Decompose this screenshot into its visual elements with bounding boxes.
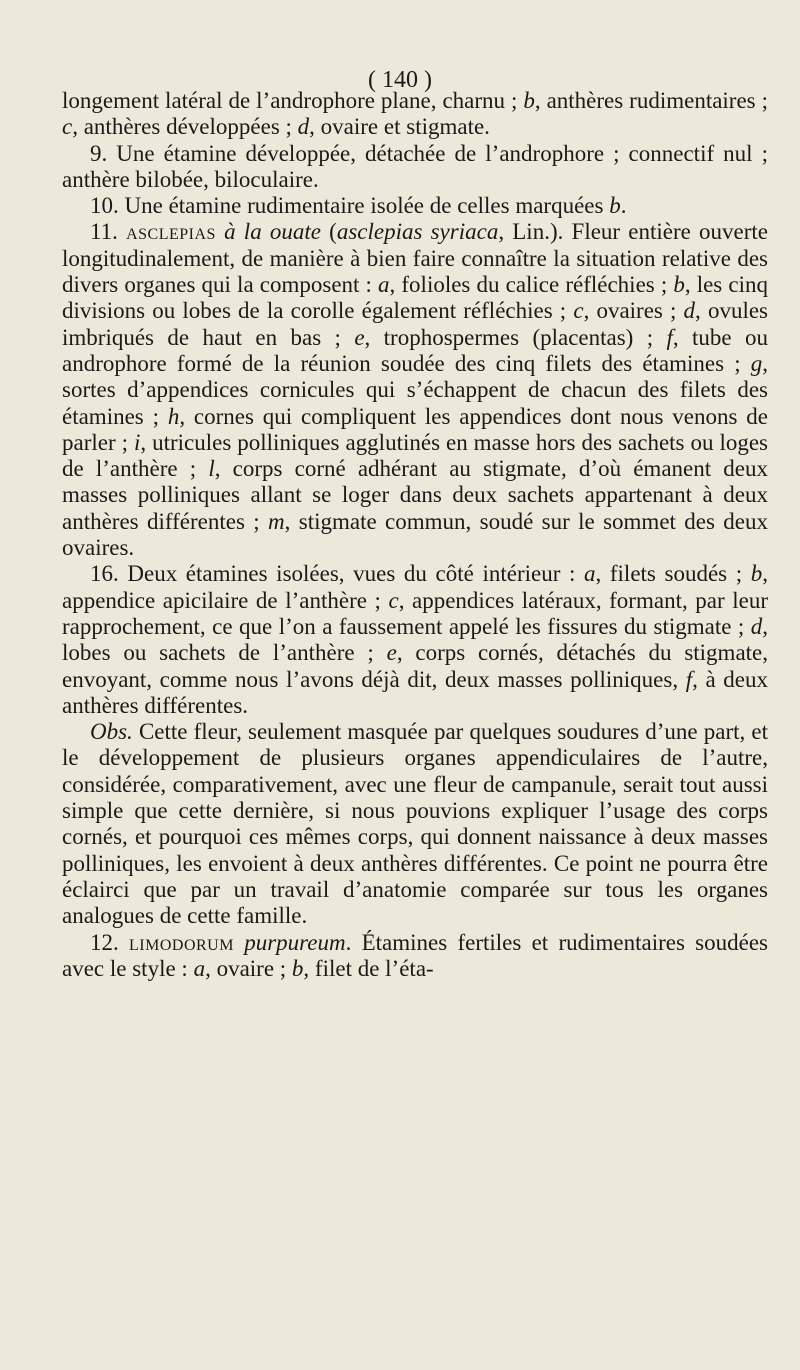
text-run: , trophospermes (placentas) ; [364,324,667,350]
text-run: , Lin.). Fleur entière ouverte longitudinalement, de manière à bien faire connaître la situation relative des divers organes qui la composent : [62,219,768,298]
text-run: c [388,587,399,613]
text-run: e [354,324,365,350]
text-run: c [573,298,584,324]
paragraph-p3 [62,193,768,219]
text-run: h [167,403,180,429]
text-run: i [133,429,141,455]
text-run: Cette fleur, seulement masquée par quelques soudures d’une part, et le développement de plusieurs organes appendiculaires de l’autre, considérée, comparativement, avec une fleur de campanule, serait tout aussi simple que cette dernière, si nous pouvions expliquer l’usage des corps cornés, et pourquoi ces mêmes corps, qui donnent naissance à deux masses polliniques, les envoient à deux anthères différentes. Ce point ne pourra être éclairci que par un travail d’anatomie comparée sur tous les organes analogues de cette famille. [62,719,768,929]
text-run: ( [320,219,337,245]
text-run: d [750,613,763,639]
text-run: 10. Une étamine rudimentaire isolée de celles marquées [90,193,610,219]
paragraph-p5 [62,561,768,719]
text-run: asclepias syriaca [336,219,499,245]
paragraph-p4 [62,219,768,561]
text-run: 9. Une étamine développée, détachée de l’androphore ; connectif nul ; anthère bilobée, biloculaire. [62,140,768,192]
text-run: longement latéral de l’androphore plane, charnu ; [62,88,524,113]
text-run: , tube ou androphore formé de la réunion soudée des cinq filets des étamines ; [62,324,768,376]
text-run: b [609,193,621,219]
text-run: 12. [90,929,130,955]
text-run: , filet de l’éta- [303,955,434,981]
text-run: , sortes d’appendices cornicules qui s’échappent de chacun des filets des étamines ; [62,350,768,429]
text-run: l [208,456,215,482]
text-run: , utricules polliniques agglutinés en masse hors des sachets ou loges de l’anthère ; [62,429,769,482]
text-run: b [291,955,304,981]
text-run: f [685,666,693,692]
text-run: a [378,272,390,298]
text-run: , ovaires ; [583,298,684,324]
page-number: ( 140 ) [368,67,432,93]
text-run: e [386,640,397,666]
paragraph-p2 [62,141,768,194]
paragraph-p1 [62,88,768,141]
text-run: 11. [90,219,127,245]
text-run: b [523,88,535,113]
text-run: f [666,324,673,350]
text-run: b [750,561,763,587]
text-run: g [750,350,763,376]
text-run: d [683,298,696,324]
text-run: , lobes ou sachets de l’anthère ; [62,613,768,666]
text-run [216,219,224,244]
text-run: , corps corné adhérant au stigmate, d’où émanent deux masses polliniques allant se loger dans deux sachets appartenant à deux anthères différentes ; [62,456,769,534]
text-run: b [673,272,685,298]
text-run: asclepias [126,219,216,245]
text-run: , folioles du calice réfléchies ; [389,272,674,298]
text-run: , ovaire ; [205,955,292,981]
text-run: d [297,114,310,140]
text-run: . Étamines fertiles et rudimentaires soudées avec le style : [62,929,768,981]
text-run: . [620,193,627,219]
body-text [62,88,768,982]
text-run: , à deux anthères différentes. [62,666,769,718]
text-run: , appendice apicilaire de l’anthère ; [62,561,768,613]
paragraph-p7 [62,930,768,983]
text-run: , ovules imbriqués de haut en bas ; [62,298,768,350]
text-run: , cornes qui compliquent les appendices dont nous venons de parler ; [62,403,768,455]
text-run: , ovaire et stigmate. [309,114,490,140]
text-run: 16. Deux étamines isolées, vues du côté intérieur : [90,561,585,587]
text-run: , filets soudés ; [595,561,751,587]
text-run: a [193,955,206,981]
text-run: m [268,508,285,534]
text-run: , anthères rudimentaires ; [534,88,768,113]
text-run: , les cinq divisions ou lobes de la corolle également réfléchies ; [62,272,768,324]
text-run: , appendices latéraux, formant, par leur rapprochement, ce que l’on a faussement appelé les fissures du stigmate ; [62,587,768,639]
text-run: Obs. [90,719,133,745]
text-run: , anthères développées ; [72,114,298,140]
text-run: limodorum [129,929,234,955]
text-run [234,930,244,955]
text-run: purpureum [244,929,346,955]
text-run: c [62,114,73,140]
text-run: à la ouate [224,219,321,245]
text-run: , corps cornés, détachés du stigmate, envoyant, comme nous l’avons déjà dit, deux masses polliniques, [62,640,769,692]
text-run: , stigmate commun, soudé sur le sommet des deux ovaires. [62,508,768,561]
paragraph-p6 [62,719,768,929]
text-run: a [584,561,596,587]
